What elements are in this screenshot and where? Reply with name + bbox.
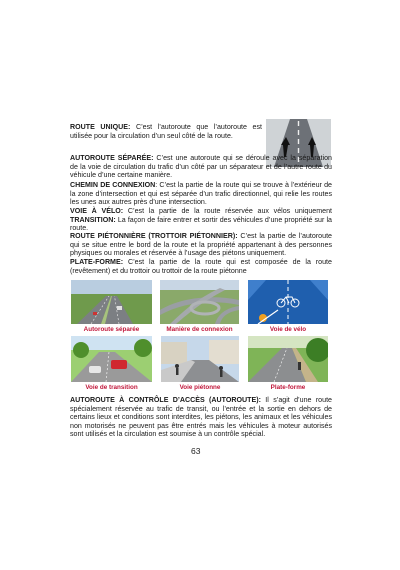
autoroute-acces-paragraph [70, 396, 332, 439]
plate-forme-paragraph [70, 258, 332, 275]
route-unique-paragraph [70, 123, 262, 140]
route-pietonniere-paragraph [70, 232, 332, 258]
caption-maniere-connexion: Manière de connexion [166, 326, 233, 333]
autoroute-acces-term: AUTOROUTE À CONTRÔLE D’ACCÈS (AUTOROUTE): [70, 396, 261, 404]
voie-velo-photo [248, 280, 328, 324]
chemin-connexion-text: : C’est la partie de la route qui se trouve à l’extérieur de la zone d’intersection et qui est séparée d’un trafic directionnel, qui relie les routes les unes aux autres près d’une intersection. [70, 181, 332, 207]
voie-transition-photo [71, 336, 152, 382]
voie-velo-term: VOIE À VÉLO: [70, 207, 124, 215]
autoroute-separee-paragraph [70, 154, 332, 180]
route-unique-term: ROUTE UNIQUE: [70, 123, 131, 131]
caption-autoroute-separee: Autoroute séparée [83, 326, 140, 333]
plate-forme-term: PLATE-FORME: [70, 258, 124, 266]
chemin-connexion-paragraph [70, 181, 332, 207]
caption-voie-transition: Voie de transition [85, 384, 138, 391]
transition-term: TRANSITION: [70, 215, 116, 224]
caption-voie-pietonne: Voie piétonne [179, 384, 221, 391]
autoroute-separee-photo [71, 280, 152, 324]
route-unique-text: C’est l’autoroute que l’autoroute est utilisée pour la circulation d’un seul côté de la route. [70, 123, 262, 140]
route-pietonniere-term: ROUTE PIÉTONNIÈRE (TROTTOIR PIÉTONNIER): [70, 232, 238, 240]
caption-plate-forme: Plate-forme [270, 384, 306, 391]
autoroute-separee-term: AUTOROUTE SÉPARÉE: [70, 154, 154, 162]
chemin-connexion-term: CHEMIN DE CONNEXION [70, 181, 156, 189]
page-number: 63 [191, 446, 201, 456]
voie-pietonne-photo [161, 336, 239, 382]
voie-velo-text: C’est la partie de la route réservée aux vélos uniquement [127, 207, 332, 215]
voie-velo-paragraph [70, 207, 332, 233]
transition-text: La façon de faire entrer et sortir des véhicules d’une propriété sur la route. [70, 215, 332, 233]
autoroute-acces-text: Il s’agit d’une route spécialement réservée au trafic de transit, ou l’entrée et la sortie en dehors de certains lieux et conditions sont interdites, les piétons, les animaux et les véhicules non motorisés ne peuvent pas être entrés mais les véhicules à moteur autorisés sont utilisés et la circulation est soumise à un contrôle spécial. [70, 396, 332, 439]
plate-forme-photo [248, 336, 328, 382]
route-pietonniere-text: C’est la partie de l’autoroute qui se situe entre le bord de la route et la propriété appartenant à des personnes physiques ou morales et réservée à l’usage des piétons uniquement. [70, 232, 332, 258]
plate-forme-text: C’est la partie de la route qui est composée de la route (revêtement) et du trottoir ou trottoir de la route piétonne [70, 258, 332, 275]
maniere-connexion-photo [160, 280, 239, 324]
caption-voie-velo: Voie de vélo [269, 326, 307, 333]
autoroute-separee-text: C’est une autoroute qui se déroule avec la séparation de la voie de circulation du trafic d’un côté par un séparateur et de l’autre route du véhicule d’une certaine manière. [70, 154, 332, 180]
